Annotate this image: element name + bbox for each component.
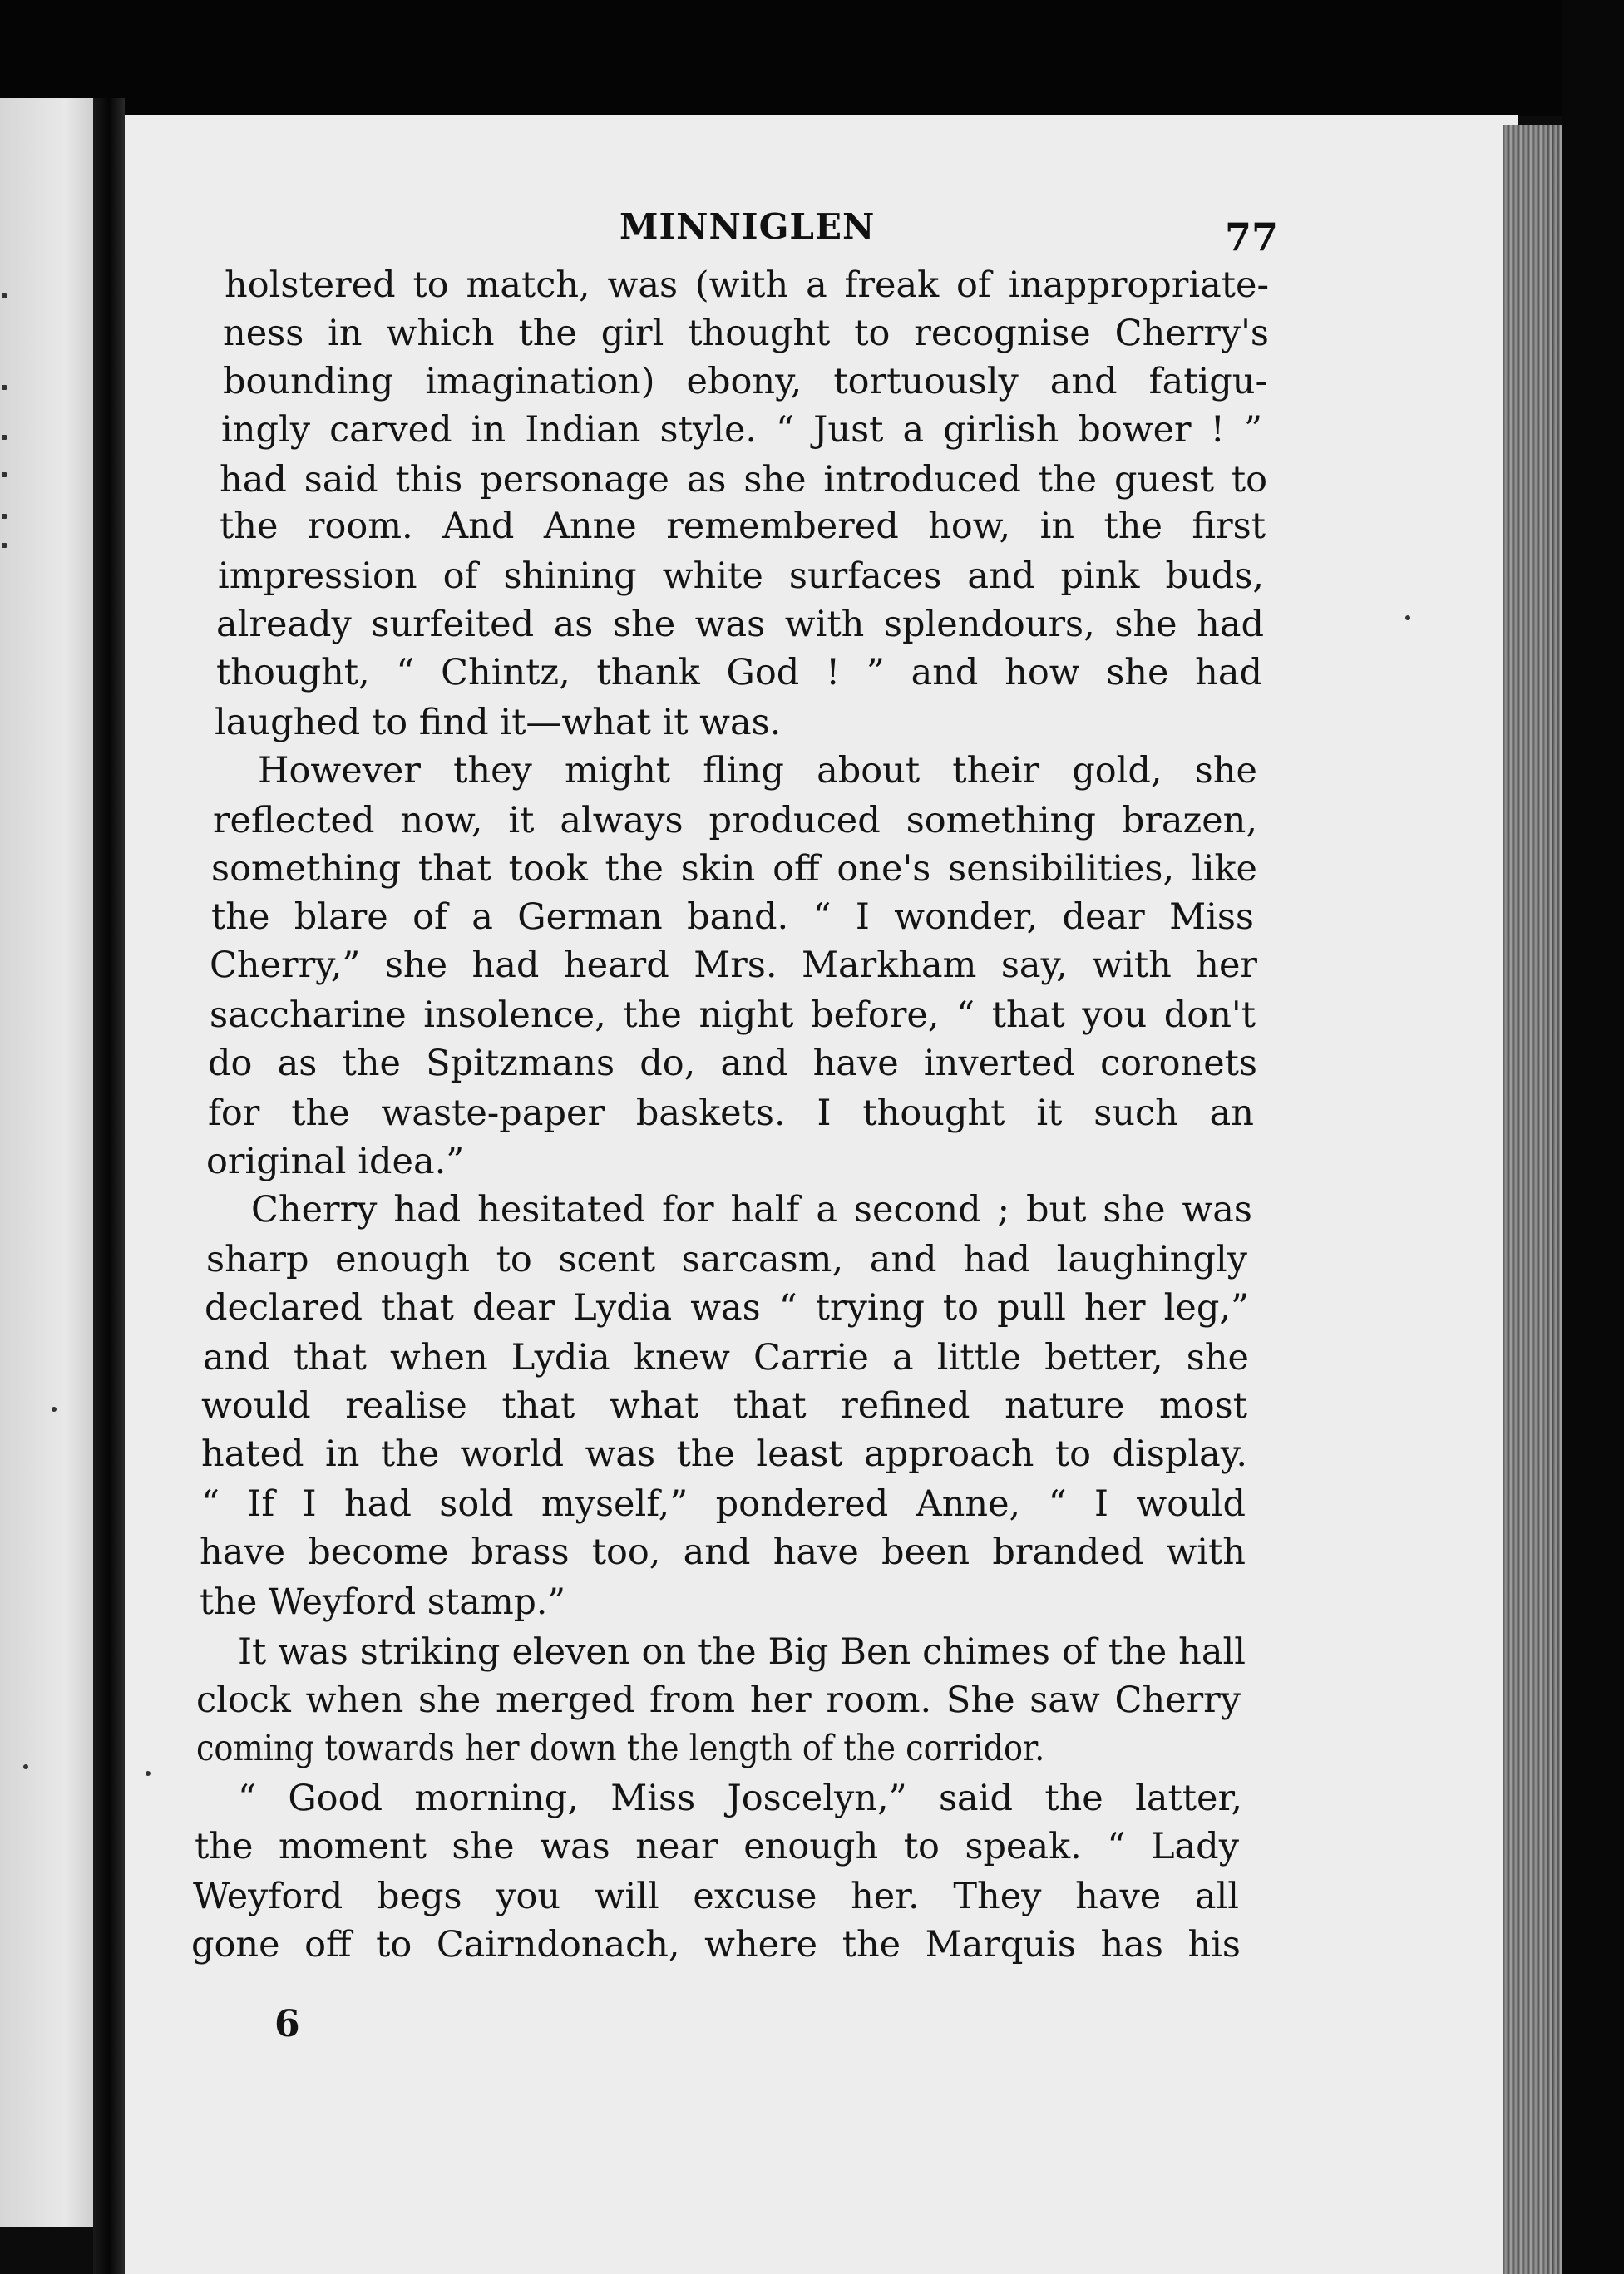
text-line: the moment she was near enough to speak. “ Lady bbox=[195, 1829, 1239, 1867]
text-line: hated in the world was the least approach to display. bbox=[201, 1437, 1247, 1475]
text-line: ness in which the girl thought to recognise Cherry's bbox=[223, 316, 1269, 354]
speck bbox=[2, 472, 7, 477]
speck bbox=[2, 385, 7, 390]
previous-page-edge bbox=[0, 98, 93, 2227]
text-line: reflected now, it always produced something brazen, bbox=[213, 803, 1257, 841]
text-line: something that took the skin off one's sensibilities, like bbox=[211, 851, 1257, 890]
text-line: ingly carved in Indian style. “ Just a girlish bower ! ” bbox=[221, 412, 1262, 451]
text-line: Weyford begs you will excuse her. They have all bbox=[193, 1879, 1239, 1917]
text-line: the Weyford stamp.” bbox=[200, 1581, 565, 1623]
text-line: gone off to Cairndonach, where the Marquis has his bbox=[191, 1927, 1241, 1966]
page-stack-edge bbox=[1503, 125, 1562, 2274]
text-line: would realise that what that refined nature most bbox=[201, 1389, 1247, 1427]
text-line: for the waste-paper baskets. I thought it such an bbox=[208, 1096, 1254, 1134]
text-line: and that when Lydia knew Carrie a little better, she bbox=[203, 1340, 1249, 1379]
text-line: the blare of a German band. “ I wonder, dear Miss bbox=[211, 900, 1254, 938]
text-line: Cherry had hesitated for half a second ; but she was bbox=[251, 1192, 1252, 1231]
text-line: clock when she merged from her room. She saw Cherry bbox=[196, 1683, 1241, 1721]
speck bbox=[23, 1764, 28, 1769]
text-line: laughed to find it—what it was. bbox=[215, 702, 782, 743]
text-line: thought, “ Chintz, thank God ! ” and how she had bbox=[216, 655, 1262, 693]
text-line: “ Good morning, Miss Joscelyn,” said the latter, bbox=[238, 1781, 1242, 1819]
speck bbox=[2, 435, 7, 440]
book-gutter bbox=[93, 98, 125, 2274]
speck bbox=[2, 514, 7, 519]
text-line: have become brass too, and have been branded with bbox=[200, 1535, 1246, 1573]
text-line: Cherry,” she had heard Mrs. Markham say, with her bbox=[210, 948, 1257, 986]
text-line: declared that dear Lydia was “ trying to pull her leg,” bbox=[205, 1290, 1249, 1329]
running-header: MINNIGLEN bbox=[619, 206, 876, 247]
scanner-right-band bbox=[1562, 0, 1624, 2274]
speck bbox=[1405, 615, 1410, 620]
scanner-top-band bbox=[0, 0, 1624, 116]
signature-mark: 6 bbox=[274, 2003, 300, 2045]
page-number: 77 bbox=[1225, 215, 1279, 259]
text-line: coming towards her down the length of the corridor. bbox=[196, 1728, 1045, 1769]
text-line: had said this personage as she introduced the guest to bbox=[220, 462, 1267, 501]
text-line: However they might fling about their gold, she bbox=[258, 753, 1257, 792]
text-line: already surfeited as she was with splendours, she had bbox=[216, 607, 1264, 645]
text-line: saccharine insolence, the night before, “ that you don't bbox=[210, 998, 1256, 1036]
text-line: impression of shining white surfaces and pink buds, bbox=[218, 559, 1264, 597]
text-line: do as the Spitzmans do, and have inverted coronets bbox=[208, 1046, 1257, 1084]
text-line: “ If I had sold myself,” pondered Anne, “ I would bbox=[201, 1487, 1246, 1525]
speck bbox=[2, 293, 7, 298]
book-page bbox=[125, 115, 1518, 2274]
speck bbox=[52, 1407, 57, 1412]
text-line: the room. And Anne remembered how, in the first bbox=[220, 509, 1266, 547]
text-line: holstered to match, was (with a freak of inappropriate- bbox=[225, 268, 1269, 306]
text-line: sharp enough to scent sarcasm, and had laughingly bbox=[206, 1242, 1247, 1280]
text-line: original idea.” bbox=[206, 1141, 465, 1182]
text-line: bounding imagination) ebony, tortuously and fatigu- bbox=[223, 364, 1267, 402]
speck bbox=[146, 1771, 151, 1776]
text-line: It was striking eleven on the Big Ben chimes of the hall bbox=[238, 1635, 1246, 1673]
speck bbox=[2, 543, 7, 548]
